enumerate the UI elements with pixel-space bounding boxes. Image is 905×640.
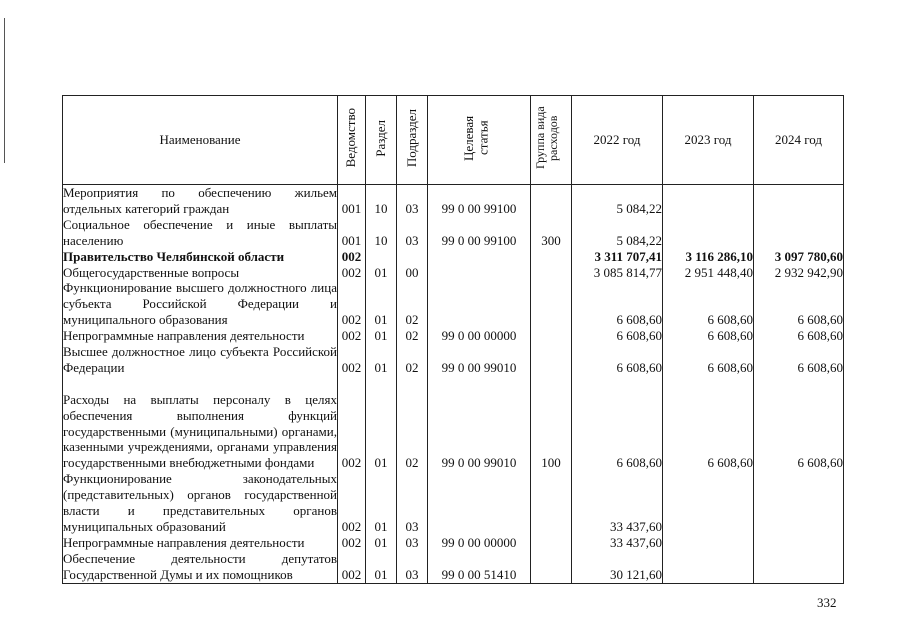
row-celevaya bbox=[428, 249, 531, 265]
row-gruppa bbox=[531, 535, 572, 551]
row-name: Непрограммные направления деятельности bbox=[63, 535, 338, 551]
row-gruppa bbox=[531, 471, 572, 535]
row-value-2023 bbox=[663, 217, 754, 249]
row-name: Мероприятия по обеспечению жильем отдельных категорий граждан bbox=[63, 185, 337, 216]
row-celevaya bbox=[428, 280, 531, 328]
row-value-2024: 6 608,60 bbox=[754, 344, 844, 376]
row-podrazdel: 03 bbox=[397, 535, 428, 551]
row-razdel: 01 bbox=[366, 328, 397, 344]
header-razdel: Раздел bbox=[366, 96, 397, 185]
row-vedomstvo: 001 bbox=[338, 217, 366, 249]
row-vedomstvo: 002 bbox=[338, 471, 366, 535]
row-razdel: 01 bbox=[366, 344, 397, 376]
table-row bbox=[63, 535, 844, 551]
header-gruppa: Группа вида расходов bbox=[531, 96, 572, 185]
table-row bbox=[63, 280, 844, 328]
row-razdel: 10 bbox=[366, 185, 397, 217]
row-gruppa bbox=[531, 265, 572, 281]
row-value-2023: 2 951 448,40 bbox=[663, 265, 754, 281]
row-value-2022: 3 311 707,41 bbox=[572, 249, 663, 265]
header-vedomstvo: Ведомство bbox=[338, 96, 366, 185]
table-row bbox=[63, 265, 844, 281]
row-vedomstvo: 002 bbox=[338, 249, 366, 265]
header-2023: 2023 год bbox=[663, 96, 754, 185]
row-name: Общегосударственные вопросы bbox=[63, 265, 338, 281]
row-value-2024 bbox=[754, 217, 844, 249]
row-podrazdel: 03 bbox=[397, 471, 428, 535]
row-razdel: 10 bbox=[366, 217, 397, 249]
row-gruppa: 100 bbox=[531, 376, 572, 471]
header-2022: 2022 год bbox=[572, 96, 663, 185]
row-value-2023 bbox=[663, 551, 754, 583]
row-razdel: 01 bbox=[366, 535, 397, 551]
table-row bbox=[63, 471, 844, 535]
row-podrazdel bbox=[397, 249, 428, 265]
row-celevaya: 99 0 00 99100 bbox=[428, 185, 531, 217]
row-razdel: 01 bbox=[366, 265, 397, 281]
row-vedomstvo: 002 bbox=[338, 344, 366, 376]
row-gruppa bbox=[531, 280, 572, 328]
row-celevaya bbox=[428, 471, 531, 535]
row-value-2024: 2 932 942,90 bbox=[754, 265, 844, 281]
row-razdel: 01 bbox=[366, 376, 397, 471]
row-name: Обеспечение деятельности депутатов Государственной Думы и их помощников bbox=[63, 550, 337, 582]
row-value-2022: 33 437,60 bbox=[572, 535, 663, 551]
row-razdel: 01 bbox=[366, 280, 397, 328]
scan-edge-line bbox=[4, 18, 5, 163]
row-vedomstvo: 002 bbox=[338, 551, 366, 583]
row-vedomstvo: 002 bbox=[338, 535, 366, 551]
table-row bbox=[63, 185, 844, 217]
row-razdel bbox=[366, 249, 397, 265]
row-value-2023 bbox=[663, 471, 754, 535]
row-gruppa bbox=[531, 249, 572, 265]
header-podrazdel: Подраздел bbox=[397, 96, 428, 185]
row-value-2024 bbox=[754, 185, 844, 217]
row-value-2022: 33 437,60 bbox=[572, 471, 663, 535]
table-header-row bbox=[63, 96, 844, 185]
row-name: Функционирование высшего должностного лица субъекта Российской Федерации и муниципального образования bbox=[63, 280, 337, 328]
budget-table bbox=[62, 95, 844, 584]
row-vedomstvo: 002 bbox=[338, 328, 366, 344]
row-celevaya: 99 0 00 00000 bbox=[428, 535, 531, 551]
row-gruppa bbox=[531, 185, 572, 217]
row-value-2024 bbox=[754, 471, 844, 535]
row-value-2024: 6 608,60 bbox=[754, 376, 844, 471]
row-value-2022: 6 608,60 bbox=[572, 344, 663, 376]
row-podrazdel: 03 bbox=[397, 551, 428, 583]
row-gruppa: 300 bbox=[531, 217, 572, 249]
row-gruppa bbox=[531, 344, 572, 376]
row-celevaya bbox=[428, 265, 531, 281]
row-value-2023: 6 608,60 bbox=[663, 344, 754, 376]
table-row bbox=[63, 344, 844, 376]
row-value-2024 bbox=[754, 535, 844, 551]
table-row bbox=[63, 376, 844, 471]
row-vedomstvo: 002 bbox=[338, 265, 366, 281]
row-podrazdel: 02 bbox=[397, 376, 428, 471]
row-value-2023: 6 608,60 bbox=[663, 280, 754, 328]
header-celevaya: Целевая статья bbox=[428, 96, 531, 185]
table-row bbox=[63, 551, 844, 583]
table-row bbox=[63, 328, 844, 344]
row-podrazdel: 03 bbox=[397, 217, 428, 249]
page-number: 332 bbox=[817, 595, 837, 610]
row-celevaya: 99 0 00 99010 bbox=[428, 344, 531, 376]
row-vedomstvo: 002 bbox=[338, 376, 366, 471]
row-name: Функционирование законодательных (представительных) органов государственной власти и представительных органов муниципальных образований bbox=[63, 471, 337, 534]
row-value-2024: 6 608,60 bbox=[754, 328, 844, 344]
row-value-2022: 5 084,22 bbox=[572, 185, 663, 217]
header-2024: 2024 год bbox=[754, 96, 844, 185]
row-razdel: 01 bbox=[366, 471, 397, 535]
table-row bbox=[63, 217, 844, 249]
row-value-2024 bbox=[754, 551, 844, 583]
row-podrazdel: 02 bbox=[397, 280, 428, 328]
row-value-2023: 6 608,60 bbox=[663, 328, 754, 344]
row-value-2022: 5 084,22 bbox=[572, 217, 663, 249]
row-gruppa bbox=[531, 328, 572, 344]
row-podrazdel: 00 bbox=[397, 265, 428, 281]
row-podrazdel: 03 bbox=[397, 185, 428, 217]
row-razdel: 01 bbox=[366, 551, 397, 583]
row-value-2022: 3 085 814,77 bbox=[572, 265, 663, 281]
row-value-2022: 6 608,60 bbox=[572, 328, 663, 344]
row-name: Высшее должностное лицо субъекта Российской Федерации bbox=[63, 344, 337, 375]
row-celevaya: 99 0 00 51410 bbox=[428, 551, 531, 583]
row-celevaya: 99 0 00 99100 bbox=[428, 217, 531, 249]
row-celevaya: 99 0 00 99010 bbox=[428, 376, 531, 471]
row-podrazdel: 02 bbox=[397, 344, 428, 376]
row-value-2022: 6 608,60 bbox=[572, 280, 663, 328]
table-row bbox=[63, 249, 844, 265]
row-name: Правительство Челябинской области bbox=[63, 249, 338, 265]
table-body bbox=[63, 185, 844, 584]
row-name: Непрограммные направления деятельности bbox=[63, 328, 338, 344]
row-value-2023 bbox=[663, 185, 754, 217]
row-celevaya: 99 0 00 00000 bbox=[428, 328, 531, 344]
row-name: Расходы на выплаты персоналу в целях обеспечения выполнения функций государственными (муниципальными) органами, казенными учреждениями, органами управления государственными внебюджетными фондами bbox=[63, 376, 338, 471]
row-name: Социальное обеспечение и иные выплаты населению bbox=[63, 216, 337, 248]
row-value-2023: 3 116 286,10 bbox=[663, 249, 754, 265]
header-name: Наименование bbox=[63, 96, 338, 185]
row-gruppa bbox=[531, 551, 572, 583]
row-podrazdel: 02 bbox=[397, 328, 428, 344]
row-value-2023: 6 608,60 bbox=[663, 376, 754, 471]
row-value-2023 bbox=[663, 535, 754, 551]
row-value-2024: 3 097 780,60 bbox=[754, 249, 844, 265]
row-vedomstvo: 002 bbox=[338, 280, 366, 328]
row-value-2022: 6 608,60 bbox=[572, 376, 663, 471]
row-vedomstvo: 001 bbox=[338, 185, 366, 217]
row-value-2024: 6 608,60 bbox=[754, 280, 844, 328]
row-value-2022: 30 121,60 bbox=[572, 551, 663, 583]
